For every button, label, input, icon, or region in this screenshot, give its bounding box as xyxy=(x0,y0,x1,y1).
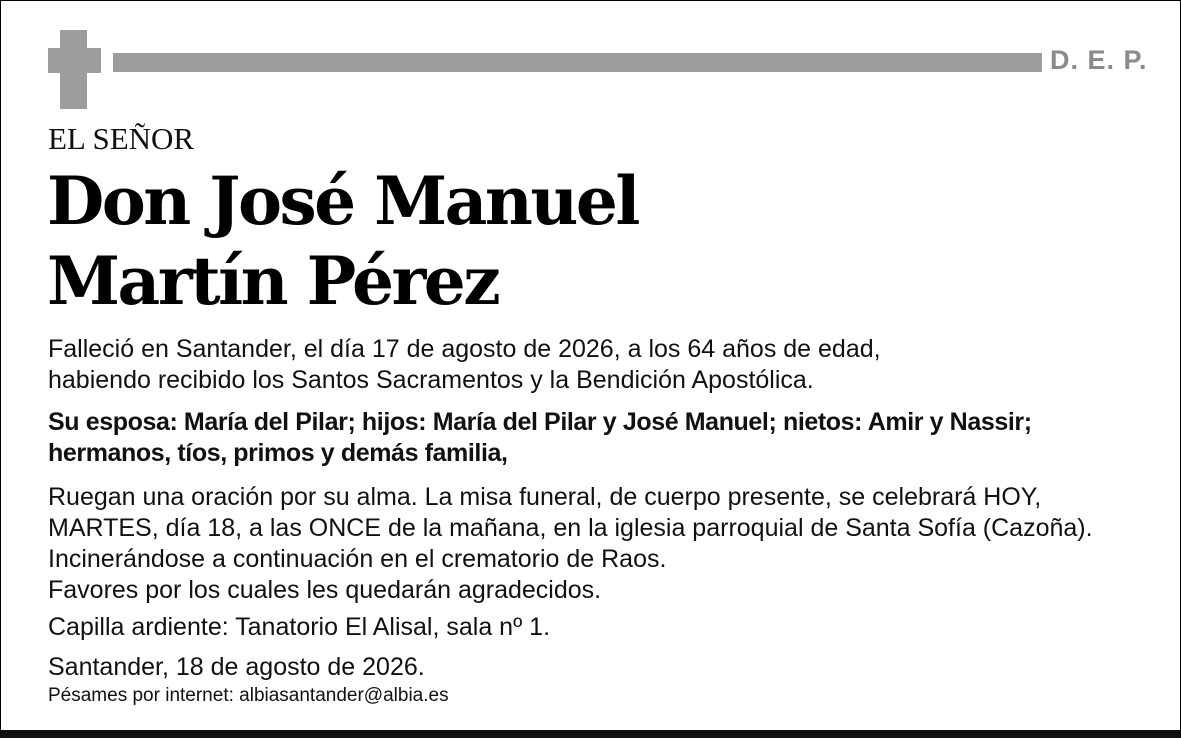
family-list xyxy=(48,407,1032,469)
condolences-contact: Pésames por internet: albiasantander@albia.es xyxy=(48,685,449,706)
cross-icon-horizontal xyxy=(48,48,101,73)
service-info xyxy=(48,482,1093,606)
dep-badge: D. E. P. xyxy=(1050,45,1148,75)
service-line-4: Favores por los cuales les quedarán agradecidos. xyxy=(48,576,602,604)
place-date: Santander, 18 de agosto de 2026. xyxy=(48,653,425,681)
family-line-1: Su esposa: María del Pilar; hijos: María del Pilar y José Manuel; nietos: Amir y Nassir; xyxy=(48,408,1032,436)
service-line-1: Ruegan una oración por su alma. La misa funeral, de cuerpo presente, se celebrará HOY, xyxy=(48,483,1042,511)
death-info-line-1: Falleció en Santander, el día 17 de agosto de 2026, a los 64 años de edad, xyxy=(48,335,881,363)
chapel-info: Capilla ardiente: Tanatorio El Alisal, sala nº 1. xyxy=(48,613,551,641)
honorific: EL SEÑOR xyxy=(48,121,195,156)
death-info xyxy=(48,334,881,396)
header-rule xyxy=(113,53,1042,72)
name-line-2: Martín Pérez xyxy=(47,242,499,320)
service-line-2: MARTES, día 18, a las ONCE de la mañana, en la iglesia parroquial de Santa Sofía (Cazoña). xyxy=(48,514,1093,542)
name-line-1: Don José Manuel xyxy=(47,162,638,240)
service-line-3: Incinerándose a continuación en el crematorio de Raos. xyxy=(48,545,667,573)
deceased-name xyxy=(47,161,638,321)
death-info-line-2: habiendo recibido los Santos Sacramentos y la Bendición Apostólica. xyxy=(48,366,814,394)
family-line-2: hermanos, tíos, primos y demás familia, xyxy=(48,439,508,467)
